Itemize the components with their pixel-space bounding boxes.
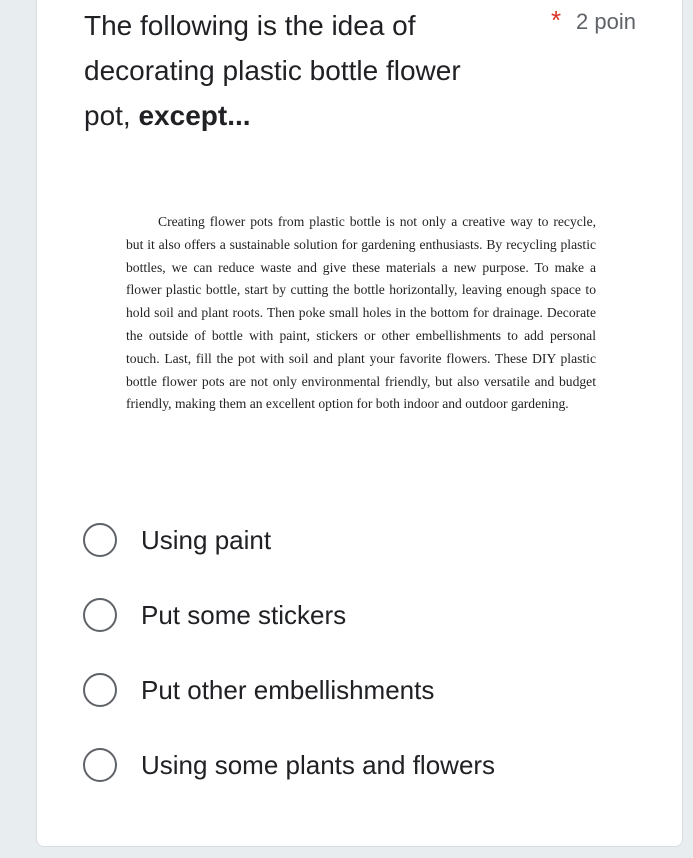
radio-button[interactable]	[83, 598, 117, 632]
points-label: 2 poin	[576, 9, 636, 34]
option-put-some-stickers[interactable]	[83, 595, 346, 635]
radio-button[interactable]	[83, 673, 117, 707]
reading-passage: Creating flower pots from plastic bottle is not only a creative way to recycle, but it also offers a sustainable solution for gardening enthusiasts. By recycling plastic bottles, we can reduce waste and give these materials a new purpose. To make a flower plastic bottle, start by cutting the bottle horizontally, leaving enough space to hold soil and plant roots. Then poke small holes in the bottom for drainage. Decorate the outside of bottle with paint, stickers or other embellishments to add personal touch. Last, fill the pot with soil and plant your favorite flowers. These DIY plastic bottle flower pots are not only environmental friendly, but also versatile and budget friendly, making them an excellent option for both indoor and outdoor gardening.	[126, 214, 596, 412]
required-asterisk: *	[551, 5, 562, 35]
option-label: Using paint	[141, 524, 272, 555]
option-using-paint[interactable]	[83, 520, 271, 560]
option-label: Put some stickers	[141, 599, 347, 630]
radio-button[interactable]	[83, 523, 117, 557]
radio-button[interactable]	[83, 748, 117, 782]
question-card	[36, 0, 683, 847]
option-label: Put other embellishments	[141, 674, 435, 705]
question-emphasis: except...	[138, 100, 251, 131]
question-text: The following is the idea of decorating plastic bottle flower pot,	[84, 10, 461, 131]
option-label: Using some plants and flowers	[141, 749, 496, 780]
option-put-other-embellishments[interactable]	[83, 670, 434, 710]
option-using-plants-and-flowers[interactable]	[83, 745, 495, 785]
question-title	[84, 3, 514, 138]
